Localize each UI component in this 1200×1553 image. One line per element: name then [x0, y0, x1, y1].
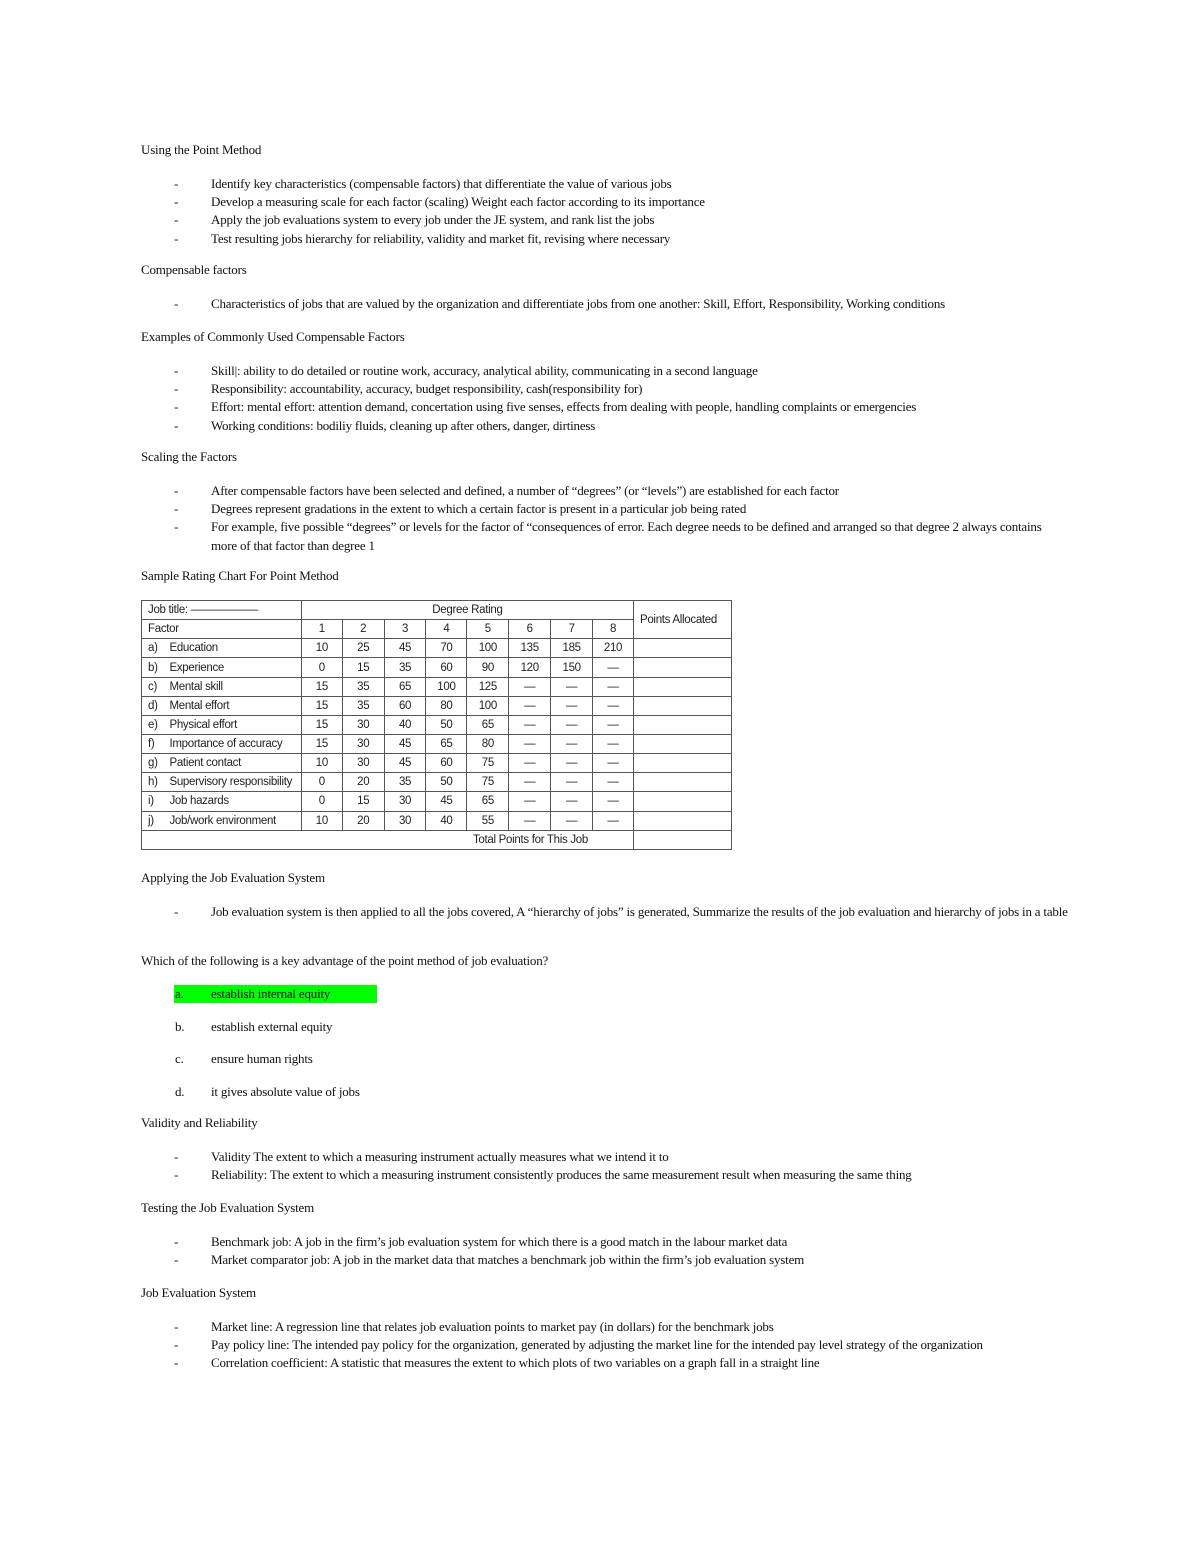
degree-value-cell: —	[509, 715, 551, 734]
degree-value-cell: 135	[509, 639, 551, 658]
degree-value-cell: 60	[426, 754, 467, 773]
degree-value-cell: 100	[467, 639, 509, 658]
degree-header: 8	[593, 620, 634, 639]
list-item: - Reliability: The extent to which a measuring instrument consistently produces the same measurement result when measuring the same thing	[141, 1166, 1070, 1184]
degree-value-cell: 55	[467, 811, 509, 830]
degree-value-cell: —	[593, 715, 634, 734]
degree-value-cell: 15	[301, 696, 342, 715]
points-allocated-cell	[633, 677, 731, 696]
degree-value-cell: 65	[467, 792, 509, 811]
factor-letter: j)	[142, 811, 168, 830]
degree-value-cell: —	[593, 658, 634, 677]
degree-value-cell: 30	[384, 792, 426, 811]
table-total-row	[142, 830, 732, 849]
degree-value-cell: —	[509, 696, 551, 715]
points-allocated-header: Points Allocated	[633, 601, 731, 639]
factor-name: Patient contact	[167, 754, 301, 773]
bullet-dash: -	[174, 176, 179, 191]
points-allocated-cell	[633, 715, 731, 734]
degree-value-cell: 80	[426, 696, 467, 715]
answer-option-d: d. it gives absolute value of jobs	[175, 1083, 360, 1099]
degree-value-cell: 20	[342, 811, 384, 830]
degree-rating-header: Degree Rating	[301, 601, 633, 620]
degree-value-cell: 40	[384, 715, 426, 734]
degree-value-cell: —	[509, 792, 551, 811]
list-item: - Responsibility: accountability, accuracy, budget responsibility, cash(responsibility for)	[141, 380, 1070, 398]
list-item: - After compensable factors have been selected and defined, a number of “degrees” (or “levels”) are established for each factor	[141, 482, 1070, 500]
section-question	[141, 952, 1070, 1115]
list-item: - Identify key characteristics (compensable factors) that differentiate the value of various jobs	[141, 175, 1070, 193]
degree-value-cell: —	[551, 715, 593, 734]
degree-value-cell: 10	[301, 811, 342, 830]
list-item: - Effort: mental effort: attention demand, concertation using five senses, effects from dealing with people, handling complaints or emergencies	[141, 398, 1070, 416]
section-testing-job-evaluation	[141, 1199, 1070, 1269]
section-validity-reliability	[141, 1114, 1070, 1184]
degree-header: 2	[342, 620, 384, 639]
applying-job-evaluation-list	[141, 903, 1070, 921]
bullet-dash: -	[174, 1167, 179, 1183]
degree-value-cell: 35	[342, 677, 384, 696]
degree-value-cell: —	[593, 735, 634, 754]
degree-value-cell: 10	[301, 754, 342, 773]
factor-name: Supervisory responsibility	[167, 773, 301, 792]
degree-value-cell: —	[509, 677, 551, 696]
list-item: - Develop a measuring scale for each factor (scaling) Weight each factor according to its importance	[141, 193, 1070, 211]
bullet-dash: -	[174, 1149, 179, 1164]
degree-value-cell: 45	[384, 735, 426, 754]
factor-letter: a)	[142, 639, 168, 658]
heading-using-point-method: Using the Point Method	[141, 142, 262, 157]
job-title-cell: Job title: ——————	[142, 601, 302, 620]
degree-value-cell: 65	[384, 677, 426, 696]
degree-value-cell: —	[593, 811, 634, 830]
list-item: - Benchmark job: A job in the firm’s job evaluation system for which there is a good match in the labour market data	[141, 1233, 1070, 1251]
degree-value-cell: 90	[467, 658, 509, 677]
answer-option-b: b. establish external equity	[175, 1018, 333, 1034]
heading-compensable-factors: Compensable factors	[141, 262, 247, 277]
list-item: - Test resulting jobs hierarchy for reliability, validity and market fit, revising where necessary	[141, 230, 1070, 248]
factor-name: Job hazards	[167, 792, 301, 811]
bullet-dash: -	[174, 904, 179, 919]
testing-job-evaluation-list	[141, 1233, 1070, 1269]
heading-examples-factors: Examples of Commonly Used Compensable Factors	[141, 329, 405, 344]
degree-value-cell: 30	[384, 811, 426, 830]
points-allocated-cell	[633, 639, 731, 658]
table-row	[142, 811, 732, 830]
list-item: - Apply the job evaluations system to every job under the JE system, and rank list the jobs	[141, 211, 1070, 229]
bullet-dash: -	[174, 363, 179, 378]
points-allocated-cell	[633, 658, 731, 677]
degree-value-cell: 50	[426, 773, 467, 792]
degree-value-cell: 15	[301, 715, 342, 734]
degree-value-cell: 15	[301, 677, 342, 696]
heading-job-evaluation-system: Job Evaluation System	[141, 1285, 256, 1300]
degree-header: 1	[301, 620, 342, 639]
points-allocated-cell	[633, 735, 731, 754]
degree-value-cell: 150	[551, 658, 593, 677]
heading-sample-rating-chart: Sample Rating Chart For Point Method	[141, 568, 339, 583]
bullet-dash: -	[174, 1355, 179, 1371]
degree-header: 4	[426, 620, 467, 639]
degree-value-cell: 15	[301, 735, 342, 754]
degree-value-cell: 20	[342, 773, 384, 792]
factor-name: Mental effort	[167, 696, 301, 715]
bullet-dash: -	[174, 519, 179, 535]
factor-name: Experience	[167, 658, 301, 677]
degree-value-cell: —	[593, 754, 634, 773]
list-item: - Correlation coefficient: A statistic that measures the extent to which plots of two variables on a graph fall in a straight line	[141, 1354, 1070, 1372]
degree-value-cell: —	[509, 811, 551, 830]
points-allocated-cell	[633, 811, 731, 830]
degree-value-cell: —	[551, 773, 593, 792]
heading-validity-reliability: Validity and Reliability	[141, 1115, 258, 1130]
points-allocated-cell	[633, 773, 731, 792]
scaling-factors-list	[141, 482, 1070, 555]
factor-letter: d)	[142, 696, 168, 715]
degree-value-cell: —	[551, 696, 593, 715]
degree-value-cell: —	[509, 773, 551, 792]
factor-letter: b)	[142, 658, 168, 677]
list-item: - For example, five possible “degrees” or levels for the factor of “consequences of error. Each degree needs to be defined and arranged so that degree 2 always contains more of that factor than degree 1	[174, 519, 1042, 553]
bullet-dash: -	[174, 212, 179, 228]
answer-options-list	[141, 985, 1070, 1115]
degree-value-cell: 35	[384, 773, 426, 792]
degree-value-cell: —	[509, 735, 551, 754]
degree-header: 3	[384, 620, 426, 639]
list-item: - Degrees represent gradations in the extent to which a certain factor is present in a particular job being rated	[141, 500, 1070, 518]
degree-value-cell: 75	[467, 754, 509, 773]
degree-value-cell: —	[551, 754, 593, 773]
degree-value-cell: 45	[384, 754, 426, 773]
bullet-dash: -	[174, 1337, 179, 1353]
degree-value-cell: 30	[342, 715, 384, 734]
degree-value-cell: 40	[426, 811, 467, 830]
rating-table-body	[142, 639, 732, 831]
degree-value-cell: 100	[467, 696, 509, 715]
degree-value-cell: 30	[342, 735, 384, 754]
degree-value-cell: 25	[342, 639, 384, 658]
degree-value-cell: 80	[467, 735, 509, 754]
factor-name: Job/work environment	[167, 811, 301, 830]
heading-scaling-factors: Scaling the Factors	[141, 449, 237, 464]
points-allocated-cell	[633, 792, 731, 811]
bullet-dash: -	[174, 230, 179, 246]
bullet-dash: -	[174, 381, 179, 397]
degree-header: 7	[551, 620, 593, 639]
list-item: - Skill|: ability to do detailed or routine work, accuracy, analytical ability, communicating in a second language	[141, 362, 1070, 380]
factor-header: Factor	[142, 620, 302, 639]
degree-value-cell: 35	[384, 658, 426, 677]
degree-value-cell: 45	[384, 639, 426, 658]
degree-value-cell: 70	[426, 639, 467, 658]
job-evaluation-system-list	[141, 1318, 1070, 1373]
list-item: - Characteristics of jobs that are valued by the organization and differentiate jobs from one another: Skill, Effort, Responsibility, Working conditions	[141, 295, 1070, 313]
degree-value-cell: 30	[342, 754, 384, 773]
table-row	[142, 754, 732, 773]
table-row	[142, 792, 732, 811]
table-row	[142, 715, 732, 734]
degree-value-cell: 65	[467, 715, 509, 734]
factor-name: Importance of accuracy	[167, 735, 301, 754]
degree-value-cell: —	[593, 677, 634, 696]
table-header-row	[142, 601, 732, 620]
section-sample-rating-chart	[141, 567, 1070, 585]
bullet-dash: -	[174, 417, 179, 433]
points-allocated-cell	[633, 696, 731, 715]
degree-value-cell: —	[551, 677, 593, 696]
list-item: - Pay policy line: The intended pay policy for the organization, generated by adjusting the market line for the intended pay level strategy of the organization	[141, 1336, 1070, 1354]
bullet-dash: -	[174, 399, 179, 415]
degree-value-cell: 125	[467, 677, 509, 696]
bullet-dash: -	[174, 483, 179, 498]
section-scaling-factors	[141, 448, 1070, 555]
degree-value-cell: 0	[301, 792, 342, 811]
bullet-dash: -	[174, 296, 179, 311]
degree-value-cell: 65	[426, 735, 467, 754]
degree-value-cell: 60	[384, 696, 426, 715]
bullet-dash: -	[174, 194, 179, 210]
section-point-method	[141, 141, 1070, 248]
table-row	[142, 773, 732, 792]
degree-value-cell: 0	[301, 658, 342, 677]
bullet-dash: -	[174, 1252, 179, 1268]
factor-letter: e)	[142, 715, 168, 734]
point-method-steps-list	[141, 175, 1070, 248]
table-row	[142, 735, 732, 754]
question-text: Which of the following is a key advantage of the point method of job evaluation?	[141, 953, 549, 968]
factor-name: Education	[167, 639, 301, 658]
degree-value-cell: 15	[342, 792, 384, 811]
examples-factors-list	[141, 362, 1070, 435]
validity-reliability-list	[141, 1148, 1070, 1184]
degree-value-cell: 45	[426, 792, 467, 811]
degree-value-cell: 10	[301, 639, 342, 658]
degree-value-cell: 75	[467, 773, 509, 792]
degree-value-cell: 120	[509, 658, 551, 677]
table-row	[142, 696, 732, 715]
section-job-evaluation-system	[141, 1284, 1070, 1373]
total-points-value	[633, 830, 731, 849]
degree-value-cell: 0	[301, 773, 342, 792]
degree-value-cell: 185	[551, 639, 593, 658]
bullet-dash: -	[174, 501, 179, 517]
bullet-dash: -	[174, 1234, 179, 1249]
list-item: - Working conditions: bodiliy fluids, cleaning up after others, danger, dirtiness	[141, 417, 1070, 435]
factor-letter: h)	[142, 773, 168, 792]
bullet-dash: -	[174, 1319, 179, 1334]
compensable-factors-list	[141, 295, 1070, 313]
section-examples-factors	[141, 328, 1070, 435]
factor-letter: c)	[142, 677, 168, 696]
rating-chart-table	[141, 600, 732, 850]
list-item: - Job evaluation system is then applied to all the jobs covered, A “hierarchy of jobs” is generated, Summarize the results of the job evaluation and hierarchy of jobs in a table	[141, 903, 1070, 921]
heading-testing-job-evaluation: Testing the Job Evaluation System	[141, 1200, 315, 1215]
degree-value-cell: 60	[426, 658, 467, 677]
factor-letter: g)	[142, 754, 168, 773]
degree-value-cell: —	[593, 696, 634, 715]
points-allocated-cell	[633, 754, 731, 773]
degree-value-cell: 50	[426, 715, 467, 734]
degree-value-cell: —	[551, 792, 593, 811]
section-applying-job-evaluation	[141, 869, 1070, 921]
section-compensable-factors	[141, 261, 1070, 313]
degree-value-cell: —	[509, 754, 551, 773]
degree-value-cell: —	[593, 792, 634, 811]
degree-value-cell: —	[551, 735, 593, 754]
total-points-label: Total Points for This Job	[142, 830, 634, 849]
list-item: - Market line: A regression line that relates job evaluation points to market pay (in dollars) for the benchmark jobs	[141, 1318, 1070, 1336]
table-row	[142, 677, 732, 696]
factor-name: Physical effort	[167, 715, 301, 734]
degree-value-cell: —	[593, 773, 634, 792]
degree-value-cell: 35	[342, 696, 384, 715]
degree-value-cell: 15	[342, 658, 384, 677]
factor-letter: f)	[142, 735, 168, 754]
heading-applying-job-evaluation: Applying the Job Evaluation System	[141, 870, 325, 885]
degree-header: 6	[509, 620, 551, 639]
degree-header: 5	[467, 620, 509, 639]
degree-value-cell: 100	[426, 677, 467, 696]
degree-value-cell: —	[551, 811, 593, 830]
factor-name: Mental skill	[167, 677, 301, 696]
table-row	[142, 639, 732, 658]
list-item: - Market comparator job: A job in the market data that matches a benchmark job within the firm’s job evaluation system	[141, 1251, 1070, 1269]
answer-option-a: a. establish internal equity	[141, 985, 1070, 1018]
list-item: - Validity The extent to which a measuring instrument actually measures what we intend it to	[141, 1148, 1070, 1166]
answer-option-c: c. ensure human rights	[175, 1051, 313, 1066]
table-row	[142, 658, 732, 677]
degree-value-cell: 210	[593, 639, 634, 658]
factor-letter: i)	[142, 792, 168, 811]
